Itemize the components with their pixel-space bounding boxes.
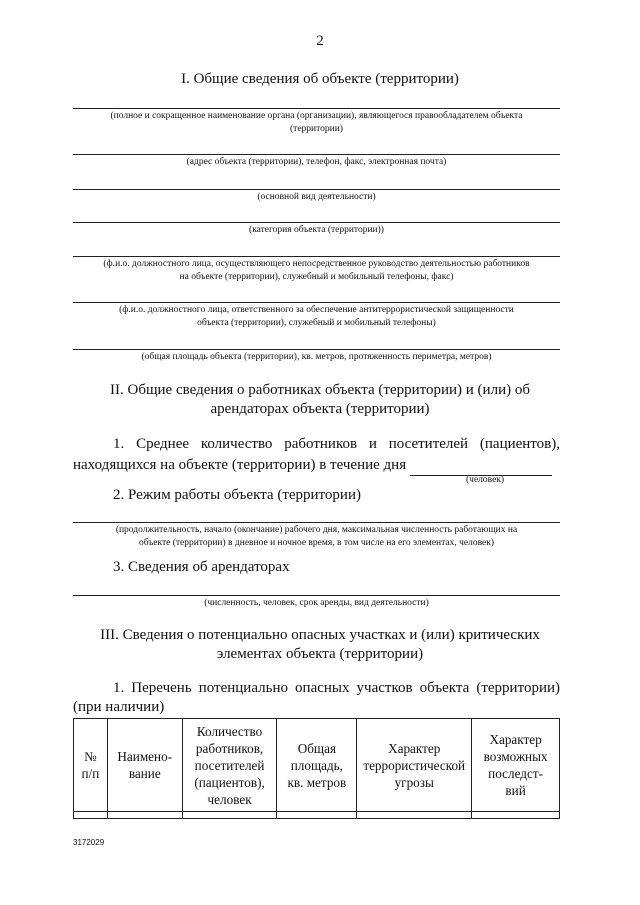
table-cell — [357, 812, 472, 819]
table-cell — [472, 812, 560, 819]
table-cell — [74, 812, 108, 819]
col-header-name: Наимено- вание — [107, 719, 182, 812]
col-header-consequences: Характер возможных последст- вий — [472, 719, 560, 812]
field-rule — [73, 222, 560, 223]
field-caption-manager: (ф.и.о. должностного лица, осуществляющего непосредственное руководство деятельностью работников на объекте (территории), служебный и мобильный телефоны, факс) — [103, 259, 530, 282]
field-caption-category: (категория объекта (территории)) — [249, 225, 384, 235]
field-caption-address: (адрес объекта (территории), телефон, факс, электронная почта) — [186, 157, 447, 167]
table-header-row — [74, 719, 560, 812]
section-2-heading: II. Общие сведения о работниках объекта (территории) и (или) об арендаторах объекта (территории) — [110, 382, 530, 417]
field-rule — [73, 595, 560, 596]
field-caption-activity: (основной вид деятельности) — [257, 192, 376, 202]
item-2-1-line1: 1. Среднее количество работников и посетителей (пациентов), — [113, 436, 560, 452]
item-2-3: 3. Сведения об арендаторах — [113, 559, 290, 575]
item-2-1-line2: находящихся на объекте (территории) в течение дня — [73, 455, 560, 476]
field-rule — [73, 522, 560, 523]
item-2-3-caption: (численность, человек, срок аренды, вид деятельности) — [204, 598, 429, 608]
section-3-heading: III. Сведения о потенциально опасных участках и (или) критических элементах объекта (территории) — [100, 627, 540, 662]
field-rule — [73, 189, 560, 190]
field-rule — [73, 154, 560, 155]
field-caption-owner: (полное и сокращенное наименование органа (организации), являющегося правообладателем объекта (территории) — [110, 111, 523, 134]
hazard-areas-table — [73, 718, 560, 819]
item-3-1-line2: (при наличии) — [73, 699, 165, 715]
item-2-2-caption: (продолжительность, начало (окончание) рабочего дня, максимальная численность работающих на объекте (территории) в дневное и ночное время, в том числе на его элементах, человек) — [115, 525, 518, 548]
footer-document-code: 3172029 — [73, 838, 105, 847]
col-header-area: Общая площадь, кв. метров — [277, 719, 357, 812]
table-cell — [277, 812, 357, 819]
col-header-threat-type: Характер террористической угрозы — [357, 719, 472, 812]
field-rule — [73, 302, 560, 303]
field-caption-security-officer: (ф.и.о. должностного лица, ответственного за обеспечение антитеррористической защищенности объекта (территории), служебный и мобильный телефоны) — [119, 305, 514, 328]
table-row — [74, 812, 560, 819]
item-2-2: 2. Режим работы объекта (территории) — [113, 487, 361, 503]
section-1-heading: I. Общие сведения об объекте (территории) — [181, 71, 459, 87]
col-header-number: № п/п — [74, 719, 108, 812]
item-3-1-line1: 1. Перечень потенциально опасных участков объекта (территории) — [113, 680, 560, 696]
item-2-1-caption: (человек) — [466, 475, 505, 485]
page-number: 2 — [316, 33, 324, 49]
field-rule — [73, 108, 560, 109]
table-cell — [182, 812, 277, 819]
field-caption-area: (общая площадь объекта (территории), кв. метров, протяженность периметра, метров) — [141, 352, 492, 362]
field-rule — [73, 256, 560, 257]
col-header-people-count: Количество работников, посетителей (пациентов), человек — [182, 719, 277, 812]
field-rule — [73, 349, 560, 350]
table-cell — [107, 812, 182, 819]
